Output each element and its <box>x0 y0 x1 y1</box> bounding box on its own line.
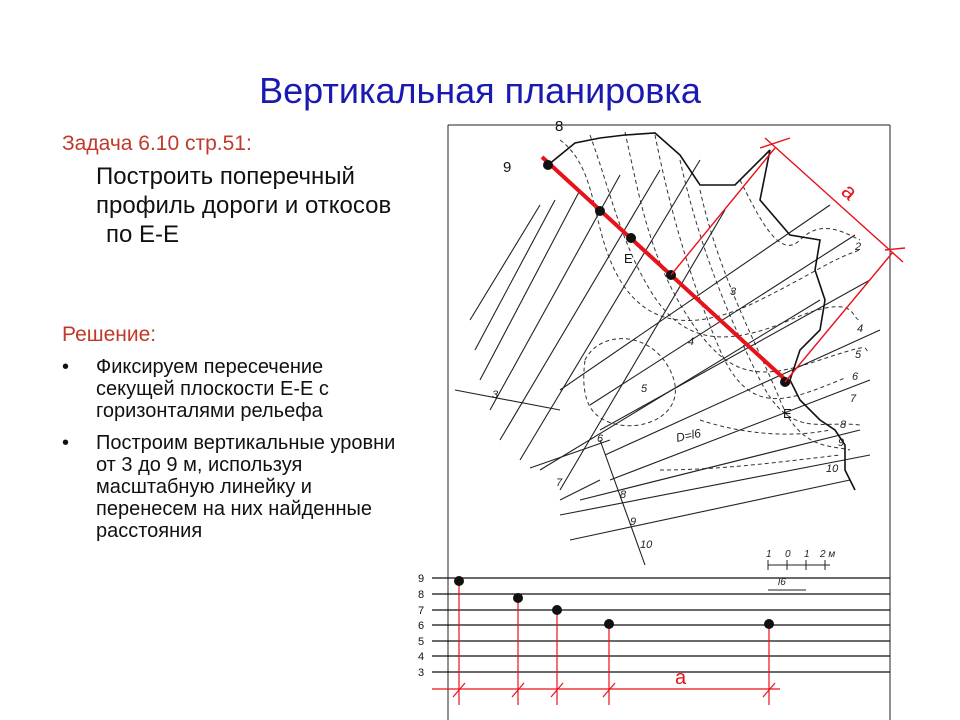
scale-label: 1 <box>766 549 772 560</box>
scale-label: 2 м <box>820 549 836 560</box>
road-labels <box>492 336 694 551</box>
level-label: 9 <box>418 573 425 585</box>
level-label: 8 <box>418 589 425 601</box>
contour-label: 8 <box>840 419 847 431</box>
contour-label: 6 <box>852 371 859 383</box>
scale-label: 1 <box>804 549 810 560</box>
dimension-a-top <box>671 138 905 382</box>
profile-level-labels <box>418 573 424 679</box>
bullet-icon: • <box>62 356 70 378</box>
section-line-ee <box>542 157 790 387</box>
top-label-8: 8 <box>555 118 564 135</box>
contour-label: 3 <box>730 286 737 298</box>
road-label: 10 <box>640 539 653 551</box>
road-label: 8 <box>620 489 627 501</box>
terrain-boundary <box>548 133 855 490</box>
slope-note: D=l6 <box>674 426 703 445</box>
level-label: 5 <box>418 636 425 648</box>
road-label: 7 <box>556 477 563 489</box>
profile-levels <box>432 578 890 672</box>
page-title: Вертикальная планировка <box>259 70 701 111</box>
profile-verticals <box>432 581 780 705</box>
contour-label: 5 <box>855 349 862 361</box>
contour-label: 4 <box>857 323 864 335</box>
scale-sub-label: l6 <box>778 577 786 588</box>
dimension-a-label: a <box>836 178 863 205</box>
road-label: 5 <box>641 383 648 395</box>
contour-label: 9 <box>838 437 845 449</box>
contour-label: 10 <box>826 463 839 475</box>
bullet-text-1: Фиксируем пересечение секущей плоскости Е-Е с горизонталями рельефа <box>96 356 329 422</box>
top-label-9: 9 <box>503 159 512 176</box>
section-label-e1: Е <box>624 251 633 266</box>
road-label: 6 <box>597 433 604 445</box>
solution-heading: Решение: <box>62 323 157 346</box>
section-label-e2: Е <box>783 406 792 421</box>
contour-label: 7 <box>850 393 857 405</box>
road-label: 3 <box>492 389 499 401</box>
profile-dimension-label: a <box>675 667 687 689</box>
level-label: 7 <box>418 605 425 617</box>
profile-points <box>454 576 774 629</box>
road-label: 9 <box>630 516 637 528</box>
bullet-icon: • <box>62 432 70 454</box>
road-slopes <box>455 160 880 565</box>
scale-label: 0 <box>785 549 791 560</box>
level-label: 3 <box>418 667 425 679</box>
bullet-text-2: Построим вертикальные уровни от 3 до 9 м, используя масштабную линейку и перенесем на них найденные расстояния <box>96 432 396 542</box>
task-line-1: Построить поперечный профиль дороги и откосов <box>96 163 392 219</box>
level-label: 6 <box>418 620 425 632</box>
task-heading: Задача 6.10 стр.51: <box>62 132 252 155</box>
road-label: 4 <box>688 336 695 348</box>
contour-label: 2 <box>855 241 862 253</box>
task-line-2: по Е-Е <box>106 221 180 248</box>
terrain-contours <box>560 132 870 470</box>
level-label: 4 <box>418 651 425 663</box>
